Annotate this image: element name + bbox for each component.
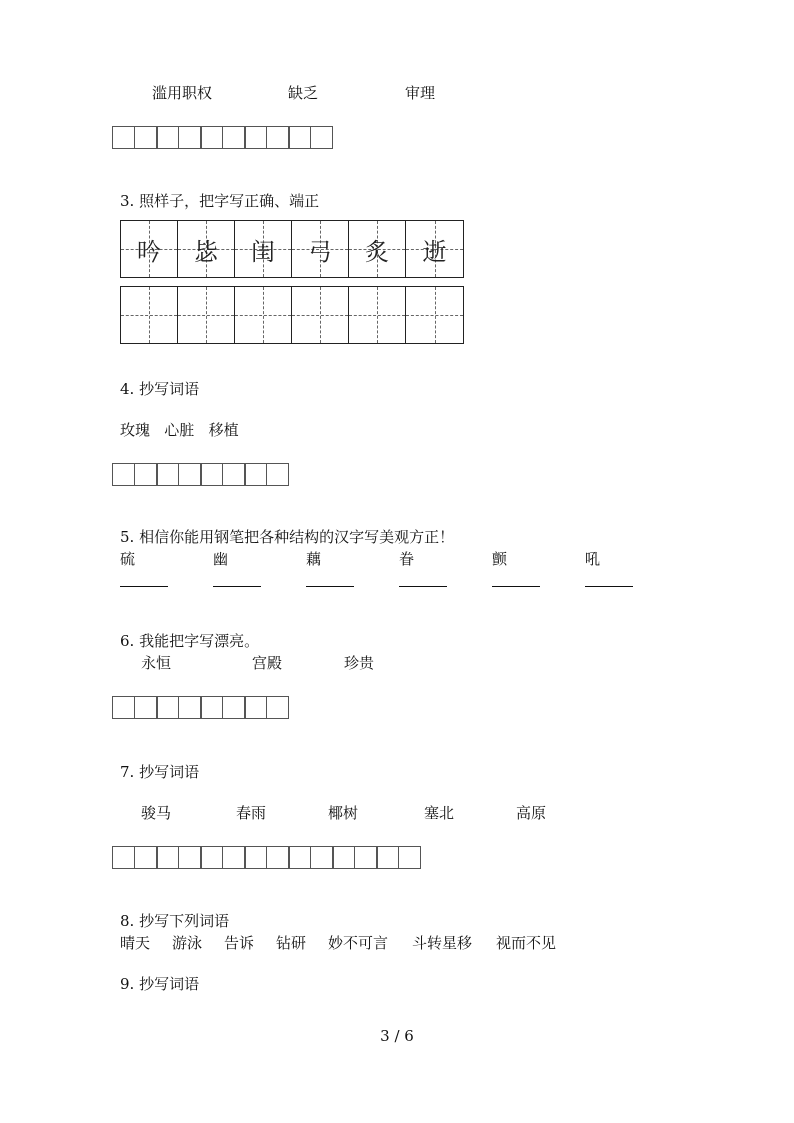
sample-char: 弓 [308,237,332,266]
word: 告诉 [224,934,255,952]
char: 幽 [213,550,229,568]
word: 缺乏 [288,84,319,102]
word-list: 玫瑰 心脏 移植 [120,421,239,439]
sample-char: 闺 [251,237,275,266]
sample-char: 吟 [137,237,161,266]
answer-line[interactable] [213,586,261,587]
copy-grid[interactable] [112,696,288,719]
word: 视而不见 [496,934,557,952]
word: 游泳 [172,934,203,952]
tianzi-sample-grid [120,220,464,278]
section-title: 9. 抄写词语 [120,975,200,993]
tianzi-practice-grid[interactable] [120,286,464,344]
section-title: 7. 抄写词语 [120,763,200,781]
answer-line[interactable] [585,586,633,587]
word: 骏马 [141,804,172,822]
sample-char: 炙 [365,237,389,266]
word: 斗转星移 [412,934,473,952]
section-title: 4. 抄写词语 [120,380,200,398]
char: 颤 [492,550,508,568]
word: 永恒 [141,654,172,672]
section-title: 3. 照样子，把字写正确、端正 [120,192,320,210]
answer-line[interactable] [306,586,354,587]
word: 塞北 [424,804,455,822]
word: 椰树 [328,804,359,822]
word: 钻研 [276,934,307,952]
answer-line[interactable] [120,586,168,587]
section-title: 6. 我能把字写漂亮。 [120,632,260,650]
sample-char: 毖 [194,237,218,266]
char: 硫 [120,550,136,568]
sample-char: 逝 [422,237,447,266]
word: 高原 [516,804,547,822]
word: 审理 [405,84,436,102]
section-title: 5. 相信你能用钢笔把各种结构的汉字写美观方正！ [120,528,455,546]
word: 春雨 [236,804,267,822]
copy-grid[interactable] [112,463,288,486]
char: 吼 [585,550,601,568]
word: 妙不可言 [328,934,389,952]
answer-line[interactable] [492,586,540,587]
answer-line[interactable] [399,586,447,587]
word: 滥用职权 [152,84,213,102]
copy-grid[interactable] [112,126,332,149]
char: 藕 [306,550,322,568]
page-number: 3 / 6 [380,1027,414,1045]
char: 眷 [399,550,415,568]
word: 珍贵 [344,654,375,672]
copy-grid[interactable] [112,846,420,869]
word: 宫殿 [252,654,283,672]
word: 晴天 [120,934,151,952]
section-title: 8. 抄写下列词语 [120,912,230,930]
